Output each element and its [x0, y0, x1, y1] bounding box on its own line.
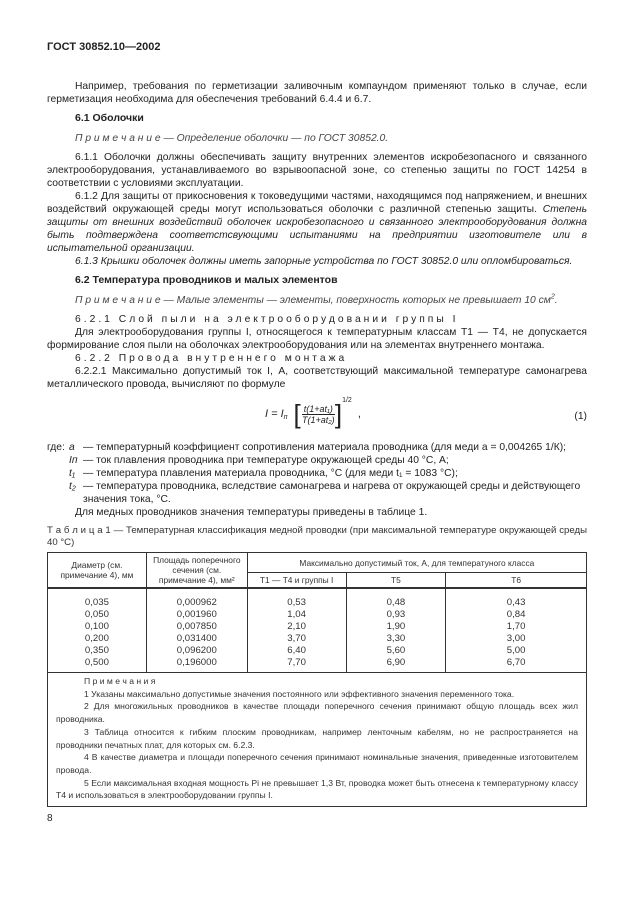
- table-cell: 0,84: [446, 609, 587, 621]
- column-header: Т1 — Т4 и группы I: [247, 573, 346, 589]
- table-cell: 0,350: [48, 645, 147, 657]
- column-header: Т6: [446, 573, 587, 589]
- table-cell: 6,90: [346, 657, 446, 673]
- table-cell: 0,200: [48, 633, 147, 645]
- table-cell: 0,007850: [146, 621, 247, 633]
- paragraph: 6.1.3 Крышки оболочек должны иметь запорные устройства по ГОСТ 30852.0 или опломбироваться.: [75, 256, 573, 267]
- table-row: [48, 621, 587, 633]
- table-cell: 1,70: [446, 621, 587, 633]
- table-cell: 3,00: [446, 633, 587, 645]
- section-heading: 6.1 Оболочки: [75, 112, 144, 124]
- column-header: Т5: [346, 573, 446, 589]
- table-cell: 0,48: [346, 588, 446, 609]
- table-cell: 3,30: [346, 633, 446, 645]
- table-cell: 0,035: [48, 588, 147, 609]
- note-item: 5 Если максимальная входная мощность Pi не превышает 1,3 Вт, проводка может быть отнесена к температурному классу Т4 и использоваться в электрооборудовании группы I.: [56, 777, 578, 801]
- legend-item: Iп — ток плавления проводника при температуре окружающей среды 40 °С, А;: [69, 455, 449, 466]
- table-cell: 0,100: [48, 621, 147, 633]
- legend-item: где: a — температурный коэффициент сопротивления материала проводника (для меди a = 0,004265 1/К);: [47, 442, 567, 453]
- table-caption: Т а б л и ц а 1 — Температурная классификация медной проводки (при максимальной температуре окружающей среды 40 °С): [47, 525, 587, 548]
- paragraph: Например, требования по герметизации заливочным компаундом применяют только в случае, если герметизация необходима для обеспечения требований 6.4.4 и 6.7.: [47, 81, 587, 105]
- table-notes: П р и м е ч а н и я 1 Указаны максимально допустимые значения постоянного или эффективного значения переменного тока. 2 Для многожильных проводников в качестве площади поперечного сечения принимают общую площадь всех жил проводника. 3 Таблица относится к гибким плоским проводникам, например ленточным кабелям, но не распространяется на проводники печатных плат, для которых см. 6.2.3. 4 В качестве диаметра и площади поперечного сечения принимают номинальные значения, приведенные изготовителем провода. 5 Если максимальная входная мощность Pi не превышает 1,3 Вт, проводка может быть отнесена к температурному классу Т4 и использоваться в электрооборудовании группы I.: [48, 673, 587, 807]
- paragraph: 6.1.2 Для защиты от прикосновения к токоведущими частями, находящимся под напряжением, и внешних воздействий окружающей среды могут использоваться оболочки с различной степенью защиты. Степень защиты от внешних воздействий оболочек искробезопасного и связанного электрооборудования должна быть подтверждена соответстсвующими испытаниями на предприятии изготовителе или в испытательной организации.: [47, 191, 587, 254]
- table-row: [48, 633, 587, 645]
- table-cell: 7,70: [247, 657, 346, 673]
- legend-item: t₂ — температура проводника, вследствие самонагрева и нагрева от окружающей среды и действующего значения тока, °С.: [69, 481, 581, 505]
- table-row: [48, 609, 587, 621]
- note-item: 3 Таблица относится к гибким плоским проводникам, например ленточным кабелям, но не распространяется на проводники печатных плат, для которых см. 6.2.3.: [56, 726, 578, 750]
- paragraph: 6.2.2.1 Максимально допустимый ток I, А, соответствующий максимальной температуре самонагрева металлического провода, вычисляют по формуле: [47, 366, 587, 390]
- paragraph: 6.1.1 Оболочки должны обеспечивать защиту внутренних элементов искробезопасного и связанного электрооборудования, устанавливаемого во взрывоопасной зоне, со степенью защиты по ГОСТ 14254 в соответствии с условиями эксплуатации.: [47, 152, 587, 189]
- table-cell: 6,70: [446, 657, 587, 673]
- document-header: ГОСТ 30852.10—2002: [47, 41, 161, 53]
- table-cell: 0,53: [247, 588, 346, 609]
- formula: I = I $_п$ [ t(1+at₁) T(1+at₂) ] $^{1/2}$ , (1): [265, 397, 587, 429]
- subsection-heading: 6.2.1 Слой пыли на электрооборудовании группы I: [75, 314, 459, 325]
- section-heading: 6.2 Температура проводников и малых элементов: [75, 274, 338, 286]
- equation-number: (1): [574, 411, 587, 422]
- table-cell: 0,096200: [146, 645, 247, 657]
- table-cell: 0,050: [48, 609, 147, 621]
- table-cell: 0,001960: [146, 609, 247, 621]
- table-cell: 0,43: [446, 588, 587, 609]
- paragraph: Для электрооборудования группы I, относящегося к температурным классам Т1 — Т4, не допускается формирование слоя пыли на оболочках электрооборудования или на элементах внутреннего монтажа.: [47, 327, 587, 351]
- page-number: 8: [47, 813, 53, 825]
- column-group-header: Максимально допустимый ток, А, для температуного класса: [247, 553, 586, 573]
- table-cell: 6,40: [247, 645, 346, 657]
- table-row: [48, 645, 587, 657]
- table-cell: 1,90: [346, 621, 446, 633]
- table-cell: 5,60: [346, 645, 446, 657]
- legend-item: t₁ — температура плавления материала проводника, °С (для меди t₁ = 1083 °С);: [69, 468, 458, 479]
- table-cell: 1,04: [247, 609, 346, 621]
- note-item: 4 В качестве диаметра и площади поперечного сечения принимают номинальные значения, приведенные изготовителем провода.: [56, 752, 578, 775]
- table-cell: 2,10: [247, 621, 346, 633]
- table-row: [48, 657, 587, 673]
- subsection-heading: 6.2.2 Провода внутреннего монтажа: [75, 353, 348, 364]
- note: П р и м е ч а н и е — Малые элементы — элементы, поверхность которых не превышает 10 $см^2$.: [75, 293, 558, 306]
- table-cell: 0,031400: [146, 633, 247, 645]
- note-item: 1 Указаны максимально допустимые значения постоянного или эффективного значения переменного тока.: [84, 688, 515, 699]
- note: П р и м е ч а н и е — Определение оболочки — по ГОСТ 30852.0.: [75, 133, 389, 144]
- note-item: 2 Для многожильных проводников в качестве площади поперечного сечения принимают общую площадь всех жил проводника.: [56, 701, 578, 725]
- table-cell: 5,00: [446, 645, 587, 657]
- column-header: Площадь поперечного сечения (см. примечание 4), мм²: [146, 553, 247, 589]
- table-cell: 0,500: [48, 657, 147, 673]
- column-header: Диаметр (см. примечание 4), мм: [48, 553, 147, 589]
- table-cell: 0,93: [346, 609, 446, 621]
- table-row: [48, 588, 587, 609]
- table-cell: 0,196000: [146, 657, 247, 673]
- table-cell: 0,000962: [146, 588, 247, 609]
- table-1: [47, 552, 587, 807]
- paragraph: Для медных проводников значения температуры приведены в таблице 1.: [75, 507, 428, 518]
- table-cell: 3,70: [247, 633, 346, 645]
